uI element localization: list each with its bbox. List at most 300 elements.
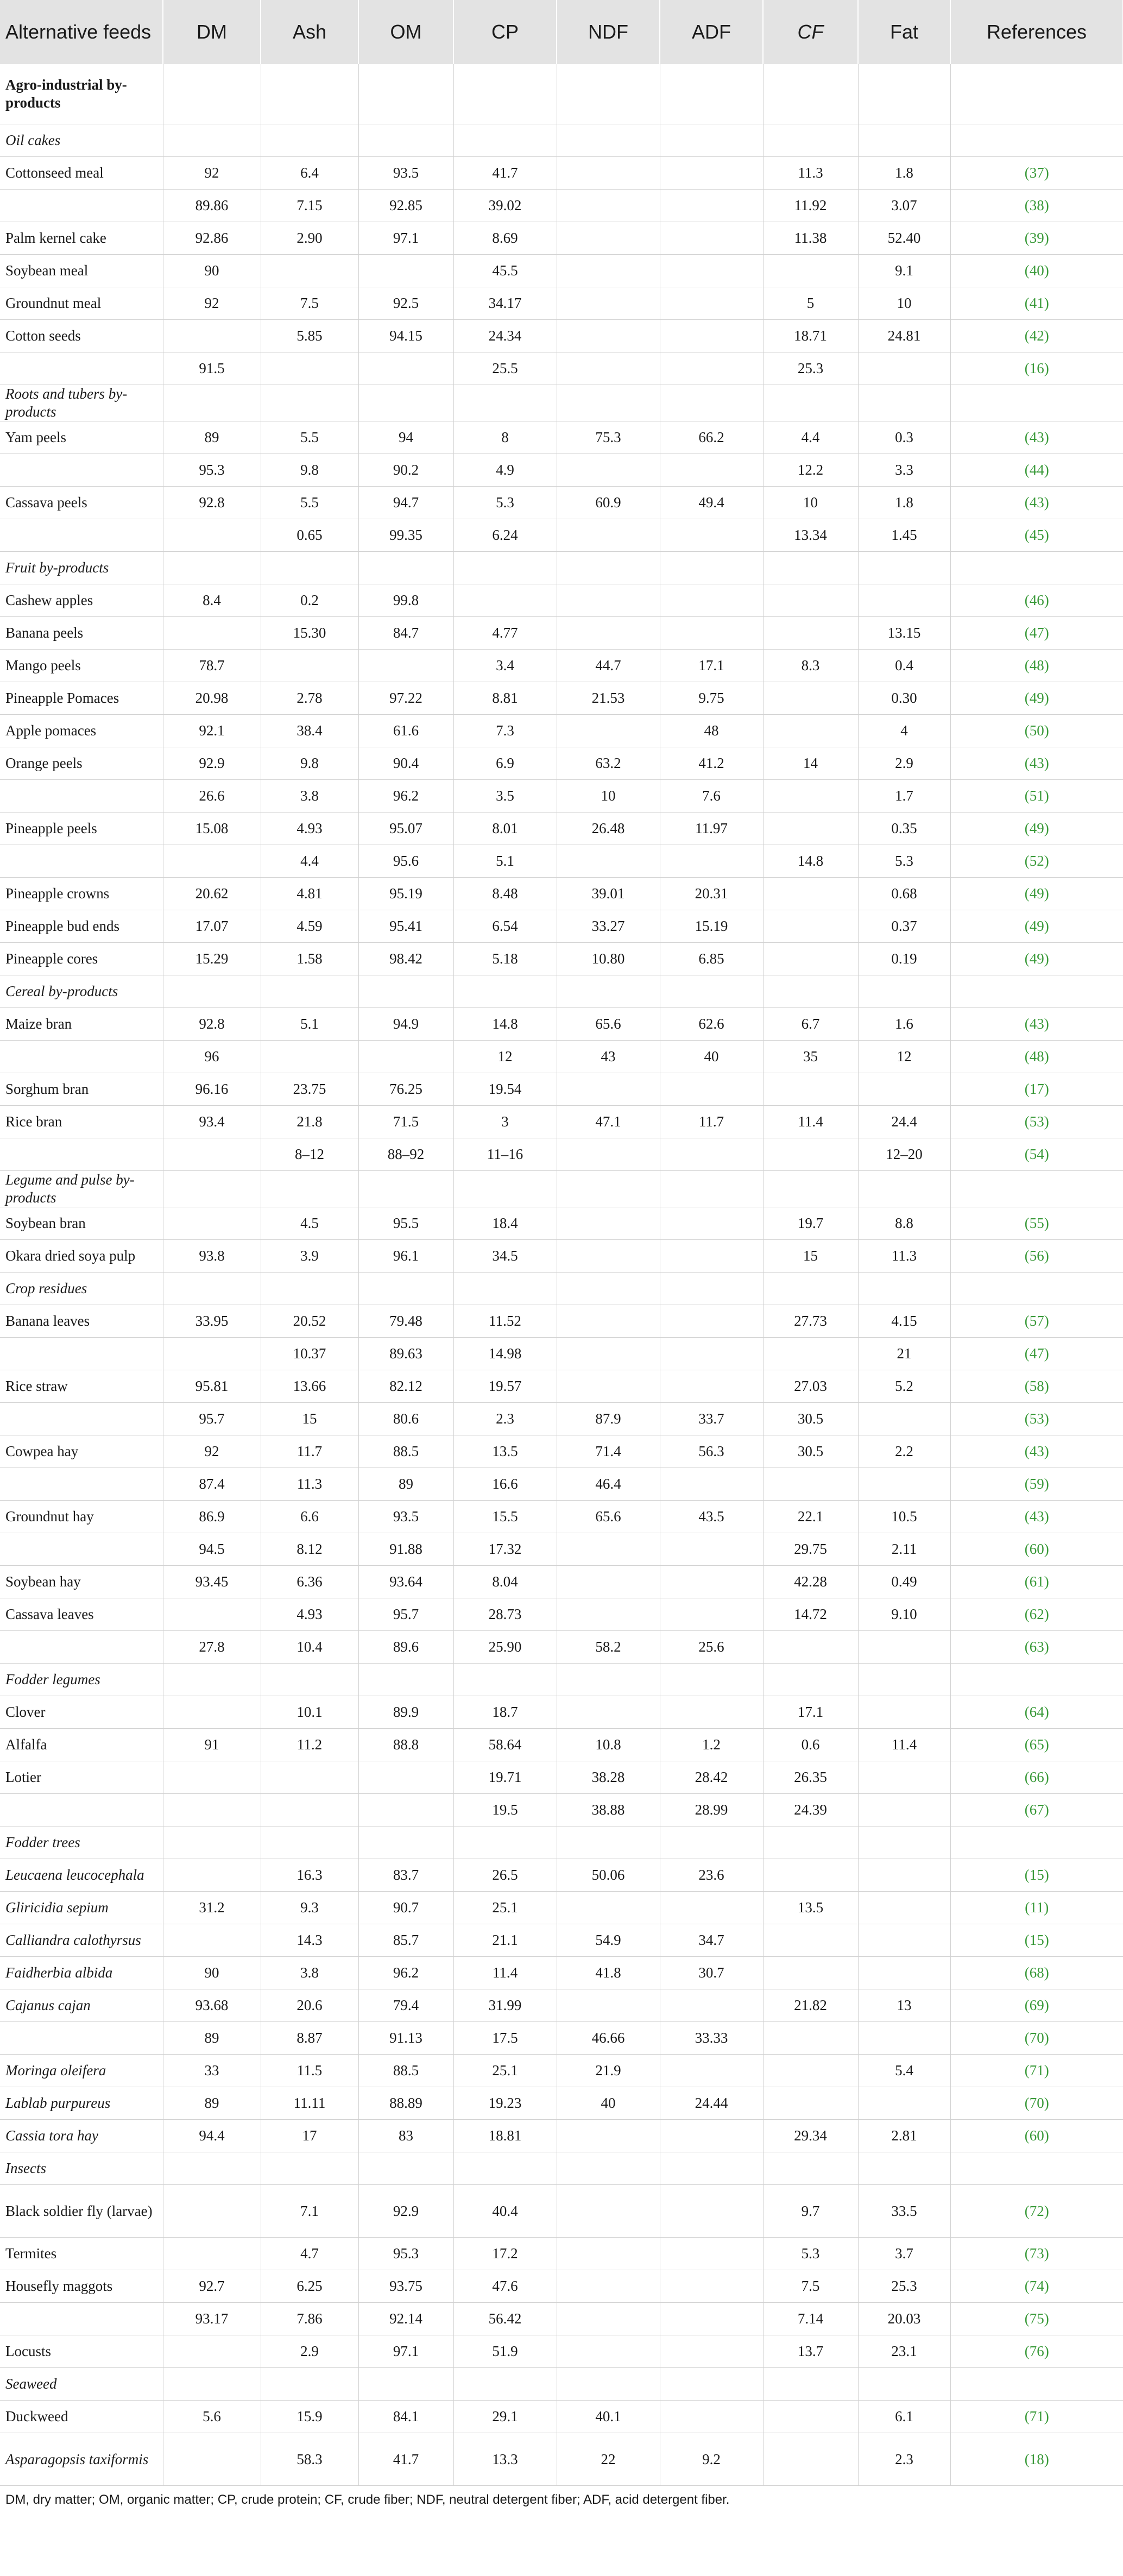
reference-link[interactable]: (70) xyxy=(1024,2030,1049,2046)
reference-link[interactable]: (40) xyxy=(1024,262,1049,279)
cell-cp: 13.5 xyxy=(453,1435,557,1468)
cell-feed-name xyxy=(0,1403,163,1435)
cell-fat xyxy=(858,1924,950,1957)
cell-dm xyxy=(163,1207,261,1240)
cell-dm xyxy=(163,975,261,1008)
table-row xyxy=(0,1073,1123,1106)
table-row xyxy=(0,1240,1123,1273)
reference-link[interactable]: (43) xyxy=(1024,755,1049,771)
cell-ndf xyxy=(557,1892,660,1924)
category-row xyxy=(0,385,1123,421)
cell-ash: 9.8 xyxy=(261,454,358,487)
cell-feed-name: Cereal by-products xyxy=(0,975,163,1008)
reference-link[interactable]: (47) xyxy=(1024,1345,1049,1362)
reference-link[interactable]: (64) xyxy=(1024,1704,1049,1720)
reference-link[interactable]: (18) xyxy=(1024,2451,1049,2467)
cell-reference xyxy=(950,715,1123,747)
cell-adf xyxy=(660,1664,763,1696)
cell-om: 99.8 xyxy=(358,584,453,617)
cell-feed-name: Faidherbia albida xyxy=(0,1957,163,1989)
reference-link[interactable]: (50) xyxy=(1024,722,1049,739)
category-row xyxy=(0,552,1123,584)
cell-reference xyxy=(950,1924,1123,1957)
cell-dm: 90 xyxy=(163,255,261,287)
cell-cp xyxy=(453,1664,557,1696)
cell-dm: 95.7 xyxy=(163,1403,261,1435)
reference-link[interactable]: (71) xyxy=(1024,2062,1049,2079)
header-cp: CP xyxy=(453,0,557,64)
cell-cf xyxy=(763,552,858,584)
cell-adf: 25.6 xyxy=(660,1631,763,1664)
cell-reference xyxy=(950,617,1123,650)
cell-adf: 24.44 xyxy=(660,2087,763,2120)
reference-link[interactable]: (69) xyxy=(1024,1997,1049,2013)
cell-reference xyxy=(950,1171,1123,1207)
cell-ash: 2.90 xyxy=(261,222,358,255)
cell-cp: 17.5 xyxy=(453,2022,557,2055)
cell-ndf xyxy=(557,255,660,287)
reference-link[interactable]: (41) xyxy=(1024,295,1049,311)
cell-fat: 6.1 xyxy=(858,2401,950,2433)
cell-fat xyxy=(858,124,950,157)
cell-cp: 29.1 xyxy=(453,2401,557,2433)
cell-ndf: 43 xyxy=(557,1041,660,1073)
cell-feed-name: Sorghum bran xyxy=(0,1073,163,1106)
reference-link[interactable]: (37) xyxy=(1024,165,1049,181)
table-row xyxy=(0,2401,1123,2433)
reference-link[interactable]: (46) xyxy=(1024,592,1049,608)
cell-dm xyxy=(163,124,261,157)
cell-ash: 9.8 xyxy=(261,747,358,780)
table-row xyxy=(0,1989,1123,2022)
reference-link[interactable]: (55) xyxy=(1024,1215,1049,1231)
cell-adf xyxy=(660,975,763,1008)
cell-adf xyxy=(660,1826,763,1859)
cell-ash: 6.25 xyxy=(261,2270,358,2303)
cell-cp: 6.9 xyxy=(453,747,557,780)
cell-ash: 11.3 xyxy=(261,1468,358,1501)
cell-om: 93.64 xyxy=(358,1566,453,1598)
reference-link[interactable]: (15) xyxy=(1024,1932,1049,1948)
cell-dm: 87.4 xyxy=(163,1468,261,1501)
header-ash: Ash xyxy=(261,0,358,64)
cell-ndf: 46.66 xyxy=(557,2022,660,2055)
cell-fat: 24.4 xyxy=(858,1106,950,1138)
cell-ash: 4.7 xyxy=(261,2238,358,2270)
cell-feed-name: Clover xyxy=(0,1696,163,1729)
cell-om xyxy=(358,1826,453,1859)
cell-feed-name: Banana peels xyxy=(0,617,163,650)
cell-feed-name xyxy=(0,190,163,222)
cell-feed-name xyxy=(0,352,163,385)
cell-dm: 33 xyxy=(163,2055,261,2087)
cell-om xyxy=(358,552,453,584)
table-row xyxy=(0,1729,1123,1761)
cell-om: 95.7 xyxy=(358,1598,453,1631)
cell-om: 95.6 xyxy=(358,845,453,878)
cell-adf xyxy=(660,584,763,617)
cell-ash: 21.8 xyxy=(261,1106,358,1138)
cell-reference xyxy=(950,1696,1123,1729)
reference-link[interactable]: (49) xyxy=(1024,950,1049,967)
reference-link[interactable]: (54) xyxy=(1024,1146,1049,1162)
cell-feed-name: Okara dried soya pulp xyxy=(0,1240,163,1273)
cell-cf: 11.92 xyxy=(763,190,858,222)
cell-cp: 41.7 xyxy=(453,157,557,190)
reference-link[interactable]: (52) xyxy=(1024,853,1049,869)
cell-ash: 4.5 xyxy=(261,1207,358,1240)
cell-om: 88.89 xyxy=(358,2087,453,2120)
cell-om xyxy=(358,650,453,682)
cell-reference xyxy=(950,157,1123,190)
cell-dm: 15.29 xyxy=(163,943,261,975)
cell-cp: 11.52 xyxy=(453,1305,557,1338)
cell-reference xyxy=(950,2055,1123,2087)
cell-dm xyxy=(163,2335,261,2368)
reference-link[interactable]: (65) xyxy=(1024,1736,1049,1753)
cell-cf xyxy=(763,715,858,747)
cell-cf: 10 xyxy=(763,487,858,519)
reference-link[interactable]: (16) xyxy=(1024,360,1049,376)
table-row xyxy=(0,454,1123,487)
cell-cf xyxy=(763,1826,858,1859)
cell-ndf xyxy=(557,2303,660,2335)
cell-om xyxy=(358,64,453,124)
reference-link[interactable]: (63) xyxy=(1024,1639,1049,1655)
cell-ash: 13.66 xyxy=(261,1370,358,1403)
cell-feed-name: Locusts xyxy=(0,2335,163,2368)
cell-dm xyxy=(163,617,261,650)
cell-reference xyxy=(950,2368,1123,2401)
cell-dm: 78.7 xyxy=(163,650,261,682)
cell-ash: 4.59 xyxy=(261,910,358,943)
reference-link[interactable]: (49) xyxy=(1024,918,1049,934)
reference-link[interactable]: (67) xyxy=(1024,1802,1049,1818)
reference-link[interactable]: (56) xyxy=(1024,1248,1049,1264)
cell-reference xyxy=(950,1305,1123,1338)
reference-link[interactable]: (42) xyxy=(1024,327,1049,344)
table-row xyxy=(0,2022,1123,2055)
cell-ash xyxy=(261,1171,358,1207)
cell-ndf xyxy=(557,845,660,878)
cell-om: 41.7 xyxy=(358,2433,453,2486)
cell-fat: 12 xyxy=(858,1041,950,1073)
cell-cf: 29.34 xyxy=(763,2120,858,2152)
cell-fat: 0.49 xyxy=(858,1566,950,1598)
cell-ash: 10.1 xyxy=(261,1696,358,1729)
reference-link[interactable]: (43) xyxy=(1024,1443,1049,1459)
cell-fat: 10.5 xyxy=(858,1501,950,1533)
cell-cp: 6.24 xyxy=(453,519,557,552)
reference-link[interactable]: (49) xyxy=(1024,885,1049,902)
reference-link[interactable]: (68) xyxy=(1024,1964,1049,1981)
cell-cf xyxy=(763,910,858,943)
cell-om: 79.48 xyxy=(358,1305,453,1338)
table-row xyxy=(0,1566,1123,1598)
reference-link[interactable]: (75) xyxy=(1024,2310,1049,2327)
cell-om: 92.14 xyxy=(358,2303,453,2335)
reference-link[interactable]: (15) xyxy=(1024,1867,1049,1883)
table-row xyxy=(0,1598,1123,1631)
reference-link[interactable]: (70) xyxy=(1024,2095,1049,2111)
cell-ash xyxy=(261,255,358,287)
reference-link[interactable]: (76) xyxy=(1024,2343,1049,2359)
cell-fat: 3.7 xyxy=(858,2238,950,2270)
table-row xyxy=(0,1533,1123,1566)
reference-link[interactable]: (71) xyxy=(1024,2408,1049,2424)
cell-cf xyxy=(763,780,858,813)
cell-ash: 8.12 xyxy=(261,1533,358,1566)
cell-adf xyxy=(660,124,763,157)
cell-cp: 56.42 xyxy=(453,2303,557,2335)
cell-ndf xyxy=(557,715,660,747)
table-row xyxy=(0,1761,1123,1794)
cell-cf: 21.82 xyxy=(763,1989,858,2022)
cell-cf xyxy=(763,1924,858,1957)
cell-dm: 27.8 xyxy=(163,1631,261,1664)
cell-ndf xyxy=(557,124,660,157)
cell-feed-name: Cajanus cajan xyxy=(0,1989,163,2022)
cell-ash: 2.9 xyxy=(261,2335,358,2368)
cell-dm: 33.95 xyxy=(163,1305,261,1338)
cell-cp: 26.5 xyxy=(453,1859,557,1892)
cell-cp xyxy=(453,2368,557,2401)
cell-feed-name: Orange peels xyxy=(0,747,163,780)
cell-fat: 52.40 xyxy=(858,222,950,255)
cell-cf: 24.39 xyxy=(763,1794,858,1826)
cell-cf xyxy=(763,584,858,617)
cell-cf: 30.5 xyxy=(763,1435,858,1468)
cell-ash: 0.2 xyxy=(261,584,358,617)
cell-ndf xyxy=(557,1598,660,1631)
cell-fat xyxy=(858,1664,950,1696)
cell-feed-name xyxy=(0,1533,163,1566)
cell-cp: 31.99 xyxy=(453,1989,557,2022)
cell-reference xyxy=(950,352,1123,385)
cell-fat xyxy=(858,1696,950,1729)
cell-adf xyxy=(660,255,763,287)
cell-reference xyxy=(950,1794,1123,1826)
cell-reference xyxy=(950,552,1123,584)
cell-dm: 90 xyxy=(163,1957,261,1989)
cell-dm xyxy=(163,1338,261,1370)
cell-adf: 48 xyxy=(660,715,763,747)
cell-ash xyxy=(261,2368,358,2401)
cell-ash: 58.3 xyxy=(261,2433,358,2486)
cell-fat xyxy=(858,1468,950,1501)
cell-dm xyxy=(163,2238,261,2270)
cell-feed-name: Calliandra calothyrsus xyxy=(0,1924,163,1957)
cell-dm xyxy=(163,1273,261,1305)
cell-fat: 1.8 xyxy=(858,487,950,519)
reference-link[interactable]: (51) xyxy=(1024,788,1049,804)
cell-ndf xyxy=(557,1207,660,1240)
cell-cf xyxy=(763,2368,858,2401)
cell-ndf xyxy=(557,385,660,421)
cell-feed-name: Alfalfa xyxy=(0,1729,163,1761)
reference-link[interactable]: (44) xyxy=(1024,462,1049,478)
cell-ndf xyxy=(557,1533,660,1566)
cell-reference xyxy=(950,910,1123,943)
cell-dm: 20.62 xyxy=(163,878,261,910)
cell-dm xyxy=(163,64,261,124)
cell-feed-name: Cowpea hay xyxy=(0,1435,163,1468)
cell-om: 88.5 xyxy=(358,1435,453,1468)
cell-om xyxy=(358,1761,453,1794)
reference-link[interactable]: (49) xyxy=(1024,690,1049,706)
cell-feed-name: Groundnut hay xyxy=(0,1501,163,1533)
cell-fat xyxy=(858,1171,950,1207)
cell-cp: 11.4 xyxy=(453,1957,557,1989)
cell-om xyxy=(358,2152,453,2185)
cell-fat: 33.5 xyxy=(858,2185,950,2238)
cell-fat xyxy=(858,2368,950,2401)
reference-link[interactable]: (58) xyxy=(1024,1378,1049,1394)
cell-adf xyxy=(660,2335,763,2368)
cell-feed-name xyxy=(0,780,163,813)
cell-adf: 9.75 xyxy=(660,682,763,715)
table-row xyxy=(0,780,1123,813)
cell-fat: 1.45 xyxy=(858,519,950,552)
cell-ndf: 50.06 xyxy=(557,1859,660,1892)
cell-feed-name: Lotier xyxy=(0,1761,163,1794)
cell-fat: 2.2 xyxy=(858,1435,950,1468)
reference-link[interactable]: (17) xyxy=(1024,1081,1049,1097)
cell-ndf: 40 xyxy=(557,2087,660,2120)
reference-link[interactable]: (47) xyxy=(1024,625,1049,641)
cell-reference xyxy=(950,287,1123,320)
reference-link[interactable]: (53) xyxy=(1024,1410,1049,1427)
reference-link[interactable]: (43) xyxy=(1024,1016,1049,1032)
cell-adf xyxy=(660,2152,763,2185)
cell-cp: 5.1 xyxy=(453,845,557,878)
header-references: References xyxy=(950,0,1123,64)
cell-fat xyxy=(858,1826,950,1859)
cell-fat: 5.3 xyxy=(858,845,950,878)
reference-link[interactable]: (60) xyxy=(1024,2127,1049,2144)
cell-reference xyxy=(950,975,1123,1008)
cell-ash xyxy=(261,650,358,682)
reference-link[interactable]: (62) xyxy=(1024,1606,1049,1622)
cell-cp: 24.34 xyxy=(453,320,557,352)
cell-cf xyxy=(763,878,858,910)
reference-link[interactable]: (73) xyxy=(1024,2245,1049,2262)
table-row xyxy=(0,584,1123,617)
cell-feed-name: Oil cakes xyxy=(0,124,163,157)
cell-cf xyxy=(763,2401,858,2433)
cell-adf xyxy=(660,2055,763,2087)
reference-link[interactable]: (11) xyxy=(1025,1899,1049,1916)
cell-cf xyxy=(763,1468,858,1501)
cell-dm xyxy=(163,2368,261,2401)
cell-adf: 30.7 xyxy=(660,1957,763,1989)
reference-link[interactable]: (43) xyxy=(1024,429,1049,445)
cell-cp: 19.57 xyxy=(453,1370,557,1403)
cell-reference xyxy=(950,1664,1123,1696)
cell-ndf: 38.88 xyxy=(557,1794,660,1826)
cell-cf xyxy=(763,255,858,287)
cell-feed-name: Mango peels xyxy=(0,650,163,682)
reference-link[interactable]: (39) xyxy=(1024,230,1049,246)
cell-om: 93.75 xyxy=(358,2270,453,2303)
cell-cp: 18.7 xyxy=(453,1696,557,1729)
cell-feed-name: Cashew apples xyxy=(0,584,163,617)
cell-om xyxy=(358,1664,453,1696)
cell-fat: 2.11 xyxy=(858,1533,950,1566)
reference-link[interactable]: (57) xyxy=(1024,1313,1049,1329)
cell-fat: 0.3 xyxy=(858,421,950,454)
cell-ndf xyxy=(557,1073,660,1106)
reference-link[interactable]: (38) xyxy=(1024,197,1049,213)
cell-om: 95.07 xyxy=(358,813,453,845)
table-row xyxy=(0,1305,1123,1338)
cell-reference xyxy=(950,2433,1123,2486)
cell-adf xyxy=(660,1305,763,1338)
cell-cf: 14 xyxy=(763,747,858,780)
cell-fat: 0.30 xyxy=(858,682,950,715)
cell-cp: 16.6 xyxy=(453,1468,557,1501)
reference-link[interactable]: (48) xyxy=(1024,657,1049,673)
reference-link[interactable]: (43) xyxy=(1024,494,1049,511)
reference-link[interactable]: (72) xyxy=(1024,2202,1049,2219)
cell-fat: 9.10 xyxy=(858,1598,950,1631)
table-row xyxy=(0,287,1123,320)
cell-feed-name: Seaweed xyxy=(0,2368,163,2401)
cell-om: 98.42 xyxy=(358,943,453,975)
reference-link[interactable]: (74) xyxy=(1024,2278,1049,2294)
cell-dm: 92.9 xyxy=(163,747,261,780)
reference-link[interactable]: (60) xyxy=(1024,1541,1049,1557)
reference-link[interactable]: (61) xyxy=(1024,1573,1049,1590)
cell-dm: 92 xyxy=(163,287,261,320)
cell-cf: 9.7 xyxy=(763,2185,858,2238)
cell-reference xyxy=(950,1957,1123,1989)
table-row xyxy=(0,1370,1123,1403)
cell-om: 94 xyxy=(358,421,453,454)
cell-ndf: 38.28 xyxy=(557,1761,660,1794)
reference-link[interactable]: (53) xyxy=(1024,1113,1049,1130)
cell-cp: 8.69 xyxy=(453,222,557,255)
table-row xyxy=(0,2185,1123,2238)
cell-ash: 7.1 xyxy=(261,2185,358,2238)
cell-feed-name xyxy=(0,1794,163,1826)
cell-ndf: 63.2 xyxy=(557,747,660,780)
cell-cf: 13.7 xyxy=(763,2335,858,2368)
cell-feed-name: Duckweed xyxy=(0,2401,163,2433)
cell-cf: 14.8 xyxy=(763,845,858,878)
cell-ash xyxy=(261,385,358,421)
cell-cp xyxy=(453,1826,557,1859)
cell-dm xyxy=(163,1138,261,1171)
reference-link[interactable]: (43) xyxy=(1024,1508,1049,1525)
reference-link[interactable]: (48) xyxy=(1024,1048,1049,1065)
reference-link[interactable]: (49) xyxy=(1024,820,1049,836)
cell-dm xyxy=(163,2433,261,2486)
cell-adf xyxy=(660,2120,763,2152)
reference-link[interactable]: (59) xyxy=(1024,1476,1049,1492)
cell-cp: 47.6 xyxy=(453,2270,557,2303)
cell-ndf xyxy=(557,1138,660,1171)
reference-link[interactable]: (66) xyxy=(1024,1769,1049,1785)
cell-cp: 4.77 xyxy=(453,617,557,650)
reference-link[interactable]: (45) xyxy=(1024,527,1049,543)
table-row xyxy=(0,1338,1123,1370)
cell-ndf xyxy=(557,2368,660,2401)
cell-om xyxy=(358,2368,453,2401)
cell-cp: 18.81 xyxy=(453,2120,557,2152)
cell-cf xyxy=(763,124,858,157)
cell-feed-name xyxy=(0,845,163,878)
